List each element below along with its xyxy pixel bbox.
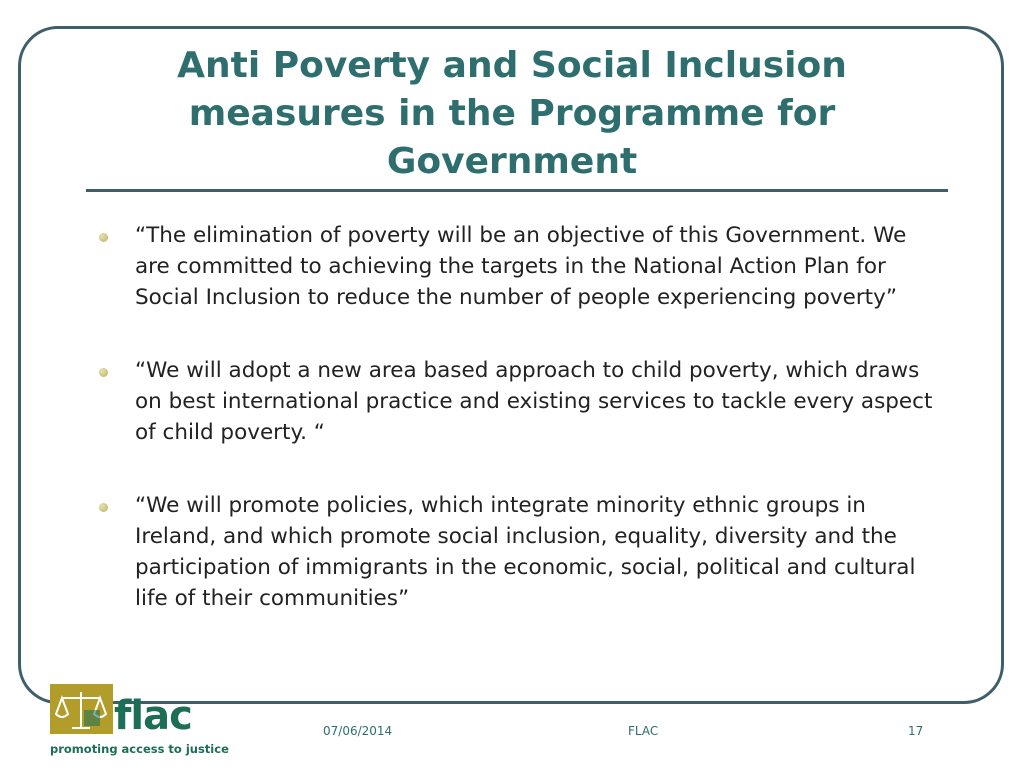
title-underline <box>86 189 948 192</box>
bullet-item <box>96 220 936 313</box>
scales-of-justice-icon <box>50 684 113 734</box>
bullet-text: “The elimination of poverty will be an objective of this Government. We are committed to achieving the targets in the National Action Plan for Social Inclusion to reduce the number of people experiencing poverty” <box>135 223 907 310</box>
logo-wordmark: flac <box>114 693 192 739</box>
bullet-dot-icon <box>99 503 108 512</box>
bullet-text: “We will adopt a new area based approach to child poverty, which draws on best international practice and existing services to tackle every aspect of child poverty. “ <box>135 358 933 445</box>
logo-tagline: promoting access to justice <box>50 742 229 756</box>
slide-number: 17 <box>908 724 924 738</box>
flac-logo <box>46 684 229 764</box>
bullet-list <box>96 220 936 656</box>
bullet-dot-icon <box>99 368 108 377</box>
bullet-dot-icon <box>99 233 108 242</box>
bullet-item <box>96 490 936 614</box>
bullet-text: “We will promote policies, which integrate minority ethnic groups in Ireland, and which promote social inclusion, equality, diversity and the participation of immigrants in the economic, social, political and cultural life of their communities” <box>135 493 916 611</box>
footer-date: 07/06/2014 <box>323 724 393 738</box>
bullet-item <box>96 355 936 448</box>
footer-organization: FLAC <box>628 724 659 738</box>
slide-title: Anti Poverty and Social Inclusion measures in the Programme for Government <box>177 45 847 182</box>
